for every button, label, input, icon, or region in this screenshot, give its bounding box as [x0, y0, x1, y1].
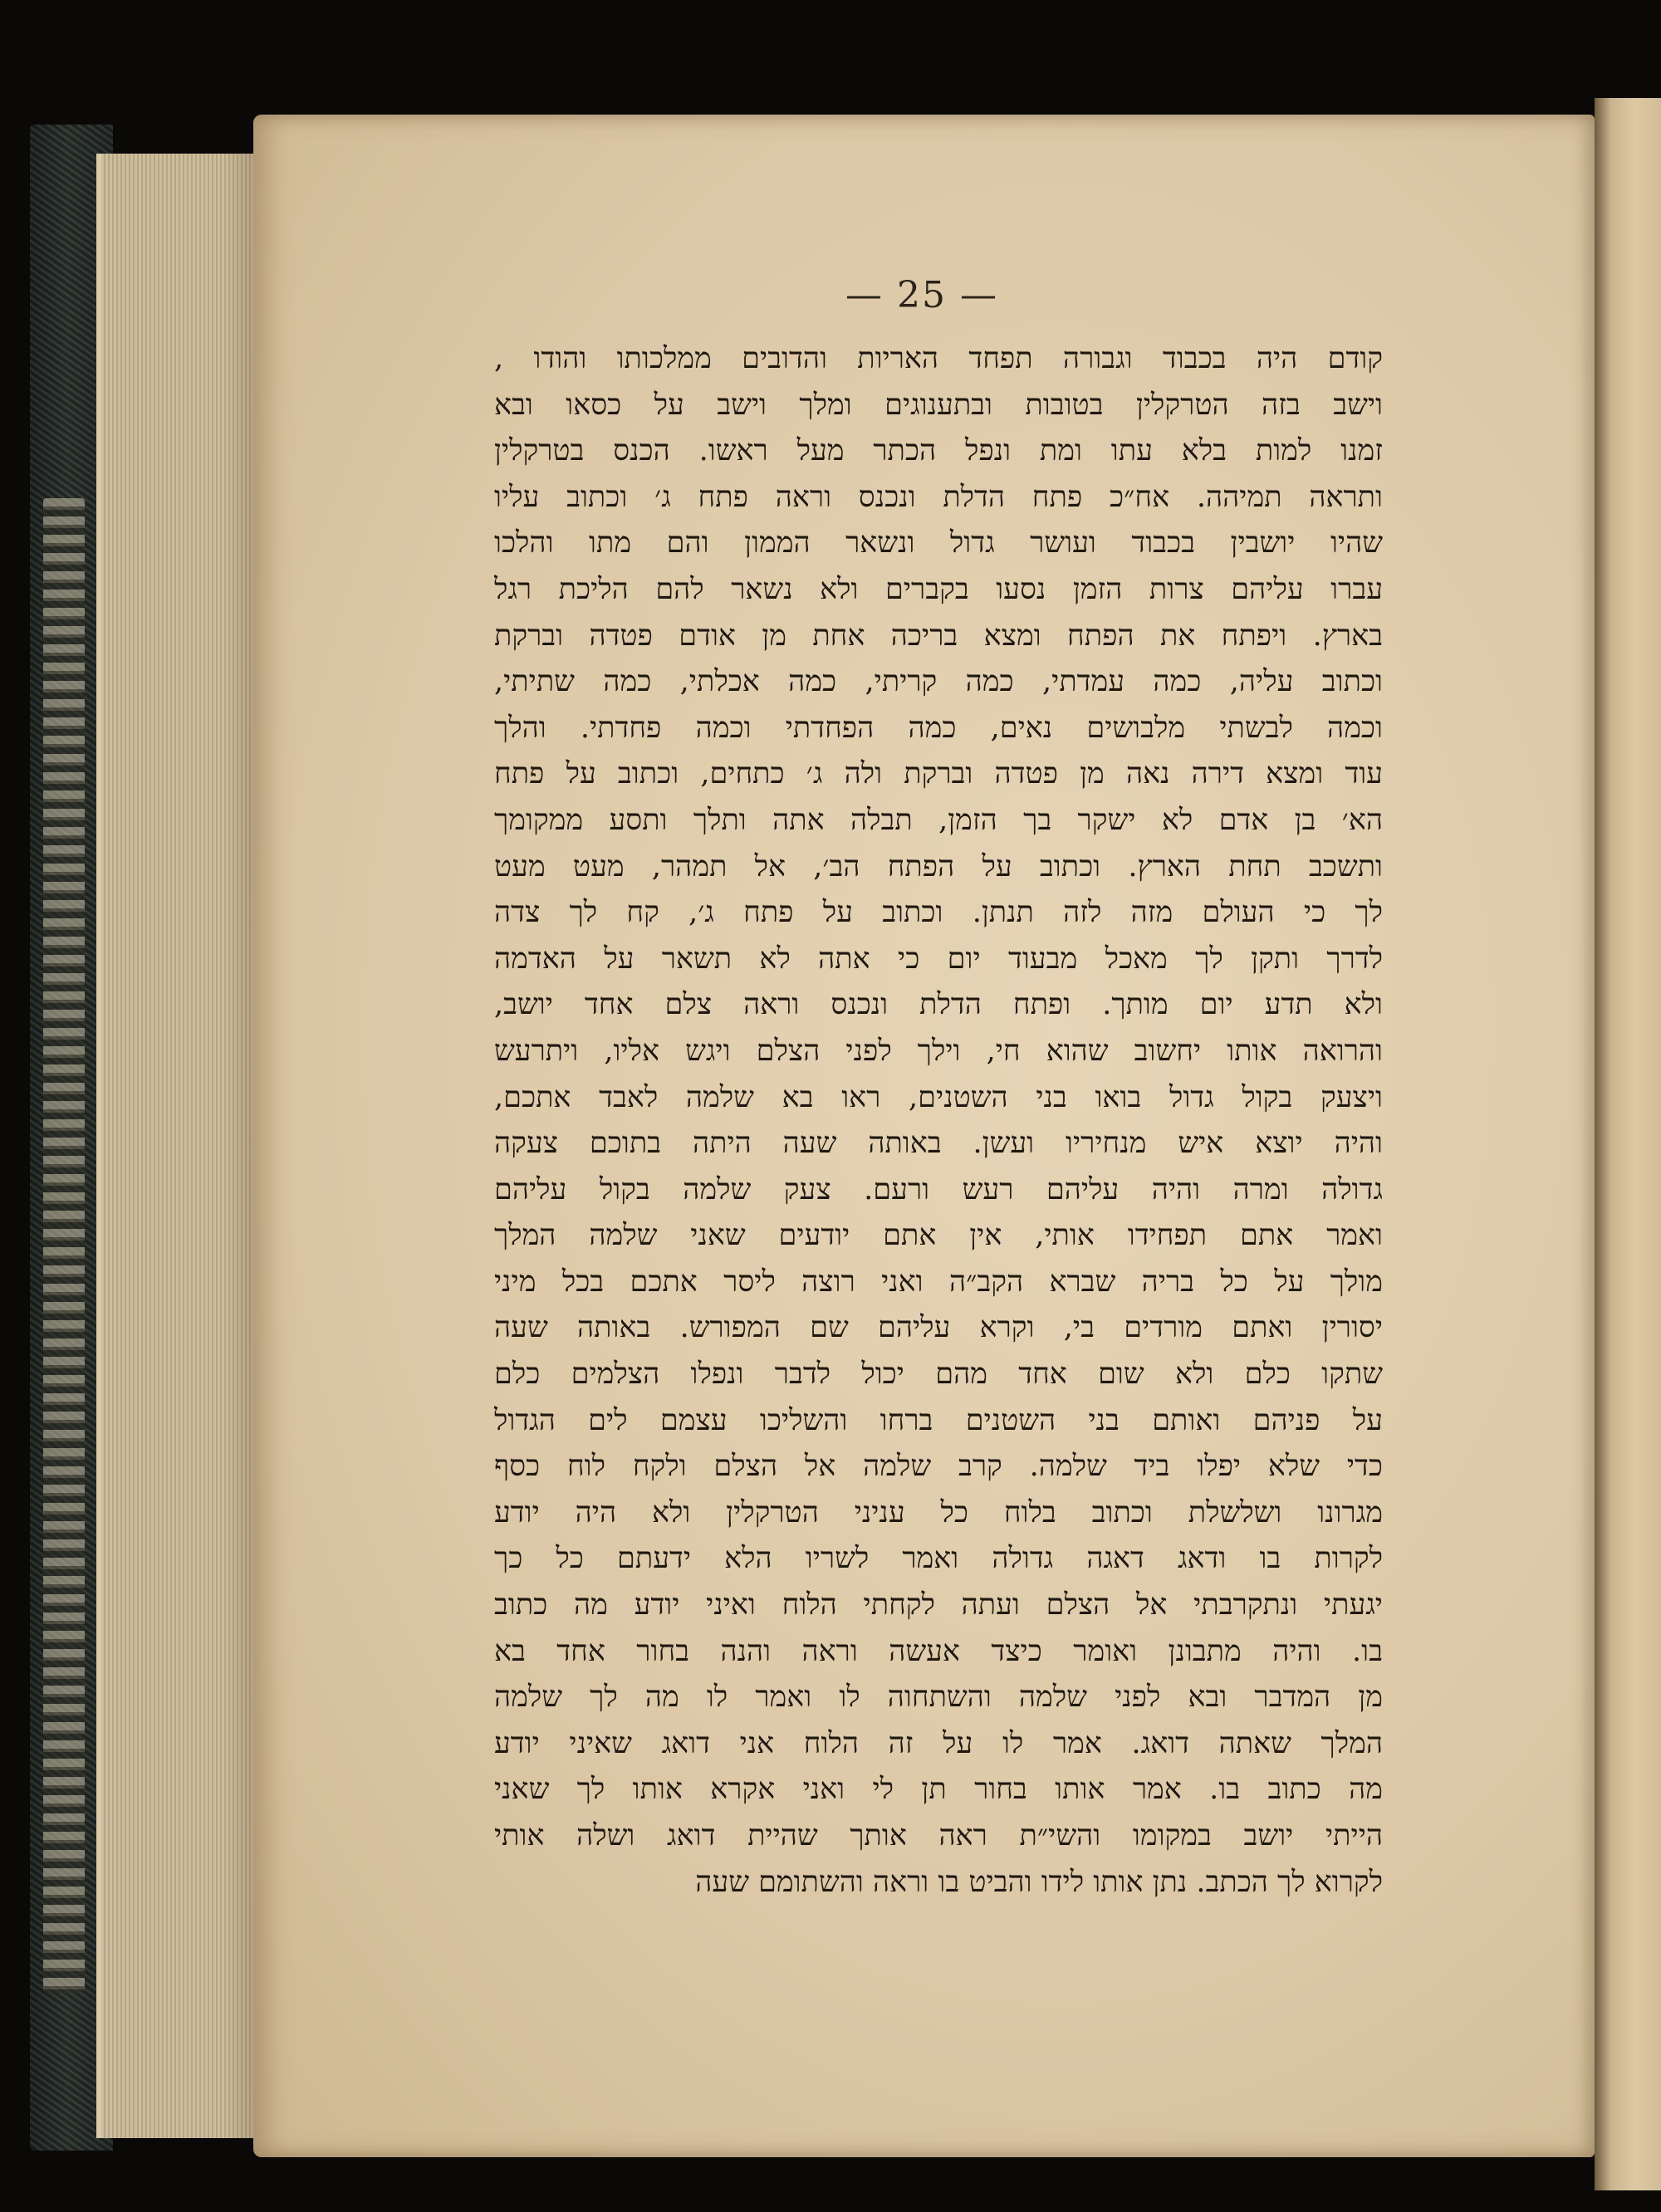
text-line: וכתוב עליה, כמה עמדתי, כמה קריתי, כמה אכלתי, כמה שתיתי, — [494, 665, 1383, 699]
text-line: המלך שאתה דואג. אמר לו על זה הלוח אני דואג שאיני יודע — [494, 1726, 1383, 1760]
text-line: והרואה אותו יחשוב שהוא חי, וילך לפני הצלם ויגש אליו, ויתרעש — [494, 1034, 1383, 1068]
text-line: בארץ. ויפתח את הפתח ומצא בריכה אחת מן אודם פטדה וברקת — [494, 619, 1383, 653]
body-text — [494, 336, 1383, 1906]
text-line: מה כתוב בו. אמר אותו בחור תן לי ואני אקרא אותו לך שאני — [494, 1773, 1383, 1807]
text-line: הא׳ בן אדם לא ישקר בך הזמן, תבלה אתה ותלך ותסע ממקומך — [494, 803, 1383, 837]
text-line: לקרות בו ודאג דאגה גדולה ואמר לשריו הלא ידעתם כל כך — [494, 1542, 1383, 1576]
text-line: ותראה תמיהה. אח״כ פתח הדלת ונכנס וראה פתח ג׳ וכתוב עליו — [494, 480, 1383, 514]
text-line: ואמר אתם תפחידו אותי, אין אתם יודעים שאני שלמה המלך — [494, 1219, 1383, 1253]
text-line: והיה יוצא איש מנחיריו ועשן. באותה שעה היתה בתוכם צעקה — [494, 1127, 1383, 1161]
text-line: שתקו כלם ולא שום אחד מהם יכול לדבר ונפלו הצלמים כלם — [494, 1358, 1383, 1392]
text-line: יסורין ואתם מורדים בי, וקרא עליהם שם המפורש. באותה שעה — [494, 1311, 1383, 1345]
text-line: ויצעק בקול גדול בואו בני השטנים, ראו בא שלמה לאבד אתכם, — [494, 1080, 1383, 1114]
text-line: הייתי יושב במקומו והשי״ת ראה אותך שהיית דואג ושלה אותי — [494, 1819, 1383, 1852]
text-line: מן המדבר ובא לפני שלמה והשתחוה לו ואמר לו מה לך שלמה — [494, 1681, 1383, 1715]
text-line: על פניהם ואותם בני השטנים ברחו והשליכו עצמם לים הגדול — [494, 1403, 1383, 1437]
text-line: שהיו יושבין בכבוד ועושר גדול ונשאר הממון והם מתו והלכו — [494, 526, 1383, 560]
page-number: — 25 — — [845, 274, 998, 316]
text-line: ותשכב תחת הארץ. וכתוב על הפתח הב׳, אל תמהר, מעט מעט — [494, 849, 1383, 883]
next-page-edge — [1595, 98, 1661, 2190]
text-line: גדולה ומרה והיה עליהם רעש ורעם. צעק שלמה בקול עליהם — [494, 1172, 1383, 1206]
text-line: וכמה לבשתי מלבושים נאים, כמה הפחדתי וכמה פחדתי. והלך — [494, 711, 1383, 745]
text-line: מולך על כל בריה שברא הקב״ה ואני רוצה ליסר אתכם בכל מיני — [494, 1265, 1383, 1299]
text-line: מגרונו ושלשלת וכתוב בלוח כל עניני הטרקלין ולא היה יודע — [494, 1495, 1383, 1529]
text-line: לדרך ותקן לך מאכל מבעוד יום כי אתה לא תשאר על האדמה — [494, 942, 1383, 976]
cover-edge-texture — [43, 498, 85, 1993]
text-line: וישב בזה הטרקלין בטובות ובתענוגים ומלך וישב על כסאו ובא — [494, 388, 1383, 422]
text-line: יגעתי ונתקרבתי אל הצלם ועתה לקחתי הלוח ואיני יודע מה כתוב — [494, 1588, 1383, 1622]
text-line: זמנו למות בלא עתו ומת ונפל הכתר מעל ראשו. הכנס בטרקלין — [494, 434, 1383, 468]
text-line: ולא תדע יום מותך. ופתח הדלת ונכנס וראה צלם אחד יושב, — [494, 988, 1383, 1022]
text-line: עוד ומצא דירה נאה מן פטדה וברקת ולה ג׳ כתחים, וכתוב על פתח — [494, 757, 1383, 791]
text-line: קודם היה בכבוד וגבורה תפחד האריות והדובים ממלכותו והודו , — [494, 342, 1383, 375]
text-line: לך כי העולם מזה לזה תנתן. וכתוב על פתח ג׳, קח לך צדה — [494, 896, 1383, 930]
text-line: כדי שלא יפלו ביד שלמה. קרב שלמה אל הצלם ולקח לוח כסף — [494, 1450, 1383, 1484]
text-line: בו. והיה מתבונן ואומר כיצד אעשה וראה והנה בחור אחד בא — [494, 1634, 1383, 1668]
text-line: לקרוא לך הכתב. נתן אותו לידו והביט בו וראה והשתומם שעה — [695, 1865, 1383, 1899]
text-line: עברו עליהם צרות הזמן נסעו בקברים ולא נשאר להם הליכת רגל — [494, 572, 1383, 606]
